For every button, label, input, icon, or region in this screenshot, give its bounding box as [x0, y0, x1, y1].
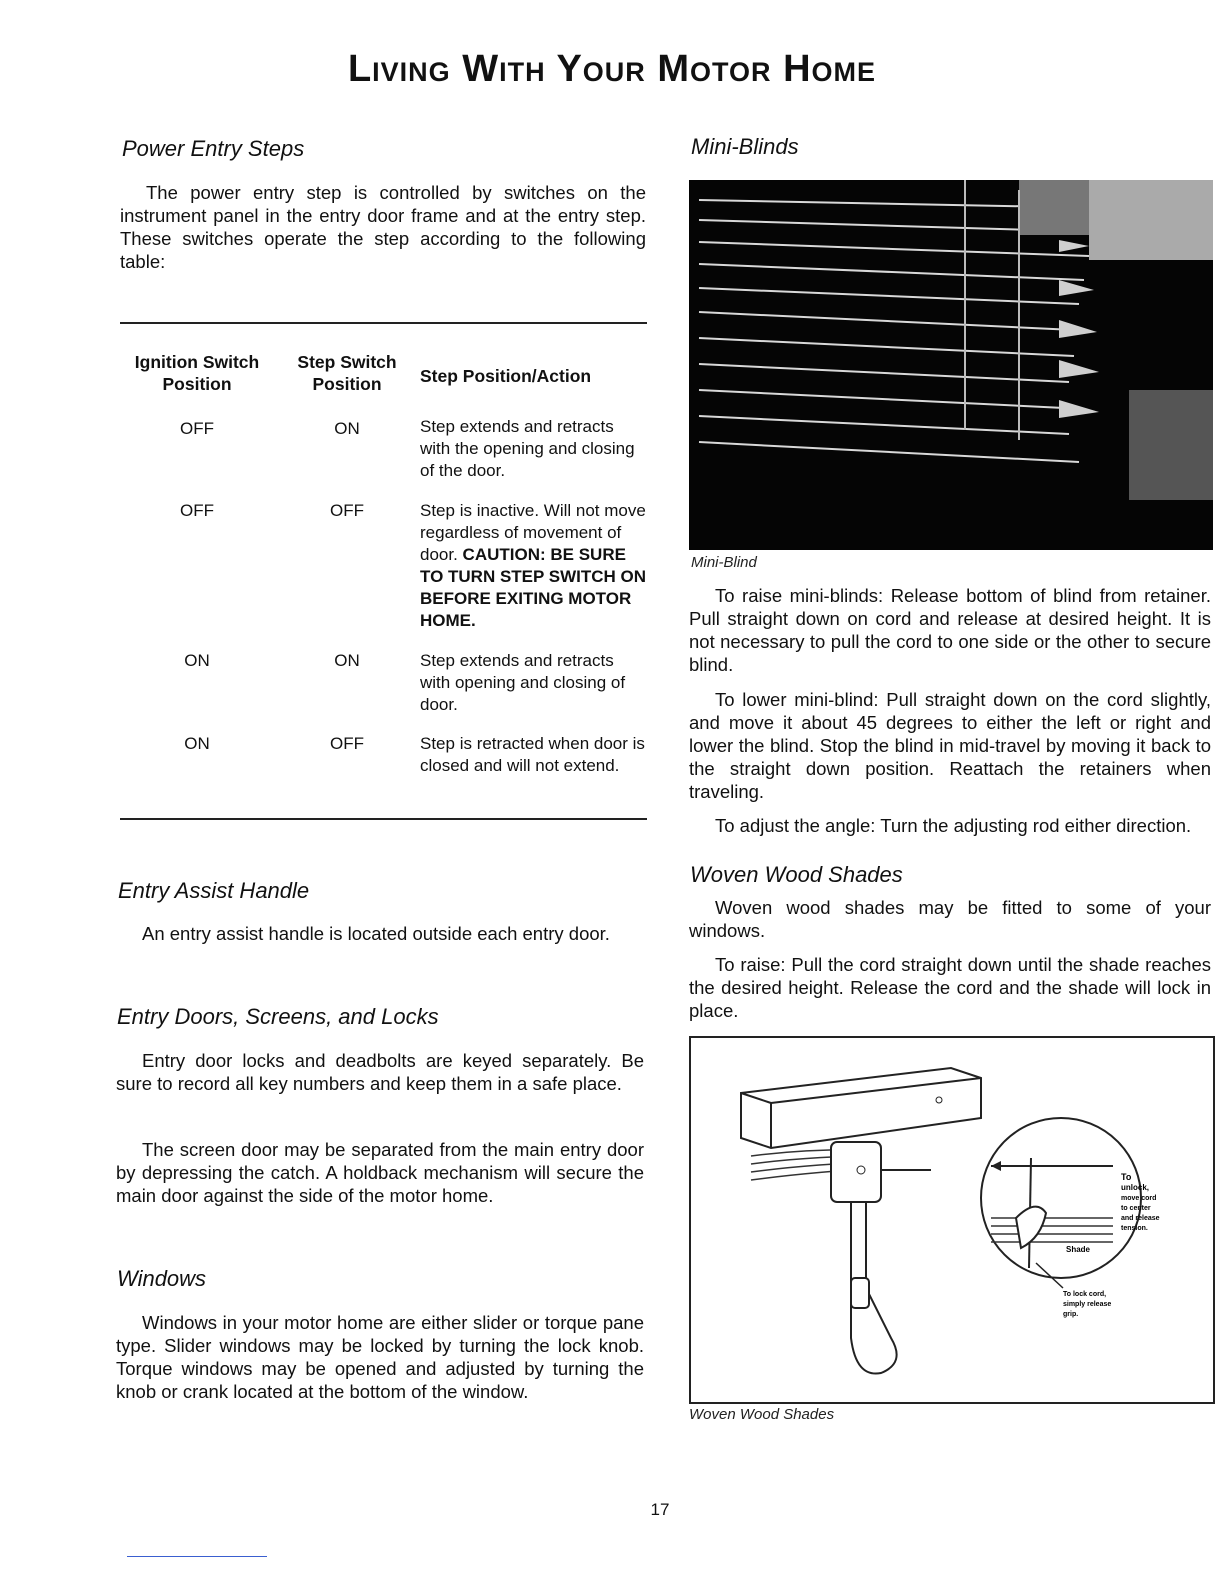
entry-doors-p2: The screen door may be separated from the main entry door by depressing the catch. A holdback mechanism will secure the main door against the side of the motor home.	[116, 1139, 644, 1206]
row-4-ignition: ON	[184, 734, 210, 753]
label-unlock-2: unlock,	[1121, 1183, 1150, 1192]
row-4-action: Step is retracted when door is closed and will not extend.	[420, 734, 645, 775]
row-2-step: OFF	[330, 501, 364, 520]
windows-heading: Windows	[117, 1266, 207, 1291]
page-number: 17	[650, 1500, 670, 1519]
row-1-step: ON	[334, 419, 360, 438]
label-unlock-1: To	[1121, 1172, 1132, 1182]
label-unlock-4: to center	[1121, 1205, 1151, 1212]
table-bottom-rule	[120, 818, 647, 820]
woven-shades-caption: Woven Wood Shades	[689, 1406, 835, 1423]
mini-blinds-lower: To lower mini-blind: Pull straight down on the cord slightly, and move it about 45 degrees to either the left or right and lower the blind. Stop the blind in mid-travel by moving it back to the straight down position. Reattach the retainers when traveling.	[689, 689, 1211, 802]
row-3-ignition: ON	[184, 651, 210, 670]
label-unlock-5: and release	[1121, 1215, 1160, 1222]
woven-shades-figure	[689, 1036, 1215, 1404]
row-2-action	[420, 500, 648, 632]
bottom-divider	[127, 1556, 267, 1557]
row-3-step: ON	[334, 651, 360, 670]
power-entry-intro: The power entry step is controlled by switches on the instrument panel in the entry door frame and at the entry step. These switches operate the step according to the following table:	[120, 182, 646, 272]
header-step-switch: Step Switch Position	[297, 352, 397, 394]
row-1-action: Step extends and retracts with the opening and closing of the door.	[420, 417, 635, 480]
power-entry-heading: Power Entry Steps	[122, 136, 305, 161]
label-unlock-3: move cord	[1121, 1195, 1157, 1202]
label-lock-3: grip.	[1063, 1311, 1079, 1318]
mini-blinds-adjust: To adjust the angle: Turn the adjusting rod either direction.	[715, 815, 1192, 836]
header-action: Step Position/Action	[420, 366, 592, 386]
woven-shades-p2: To raise: Pull the cord straight down until the shade reaches the desired height. Release the cord and the shade will lock in place.	[689, 954, 1211, 1021]
woven-shades-heading: Woven Wood Shades	[690, 862, 903, 887]
label-lock-2: simply release	[1063, 1301, 1112, 1308]
entry-doors-p1: Entry door locks and deadbolts are keyed separately. Be sure to record all key numbers and keep them in a safe place.	[116, 1050, 644, 1094]
mini-blinds-heading: Mini-Blinds	[691, 134, 799, 159]
label-lock-1: To lock cord,	[1063, 1291, 1107, 1298]
row-2-ignition: OFF	[180, 501, 214, 520]
table-top-rule	[120, 322, 647, 324]
entry-doors-heading: Entry Doors, Screens, and Locks	[117, 1004, 439, 1029]
row-2-caution: CAUTION: BE SURE TO TURN STEP SWITCH ON BEFORE EXITING MOTOR HOME.	[420, 545, 647, 630]
entry-assist-heading: Entry Assist Handle	[118, 878, 310, 903]
row-4-step: OFF	[330, 734, 364, 753]
mini-blind-photo	[689, 180, 1213, 550]
label-unlock-6: tension.	[1121, 1225, 1148, 1232]
row-3-action: Step extends and retracts with opening and closing of door.	[420, 651, 626, 714]
page-title: Living With Your Motor Home	[347, 48, 877, 90]
row-1-ignition: OFF	[180, 419, 214, 438]
mini-blinds-raise: To raise mini-blinds: Release bottom of blind from retainer. Pull straight down on cord and release at desired height. It is not necessary to pull the cord to one side or the other to secure blind.	[689, 585, 1211, 675]
woven-shades-p1: Woven wood shades may be fitted to some of your windows.	[689, 897, 1211, 941]
mini-blind-caption: Mini-Blind	[691, 554, 757, 571]
entry-assist-text: An entry assist handle is located outside each entry door.	[142, 923, 610, 944]
label-shade: Shade	[1066, 1245, 1091, 1254]
windows-text: Windows in your motor home are either slider or torque pane type. Slider windows may be locked by turning the lock knob. Torque windows may be opened and adjusted by turning the knob or crank located at the bottom of the window.	[116, 1312, 644, 1402]
header-ignition: Ignition Switch Position	[134, 352, 260, 394]
row-2-action-text: Step is inactive. Will not move regardless of movement of door.	[420, 501, 646, 564]
